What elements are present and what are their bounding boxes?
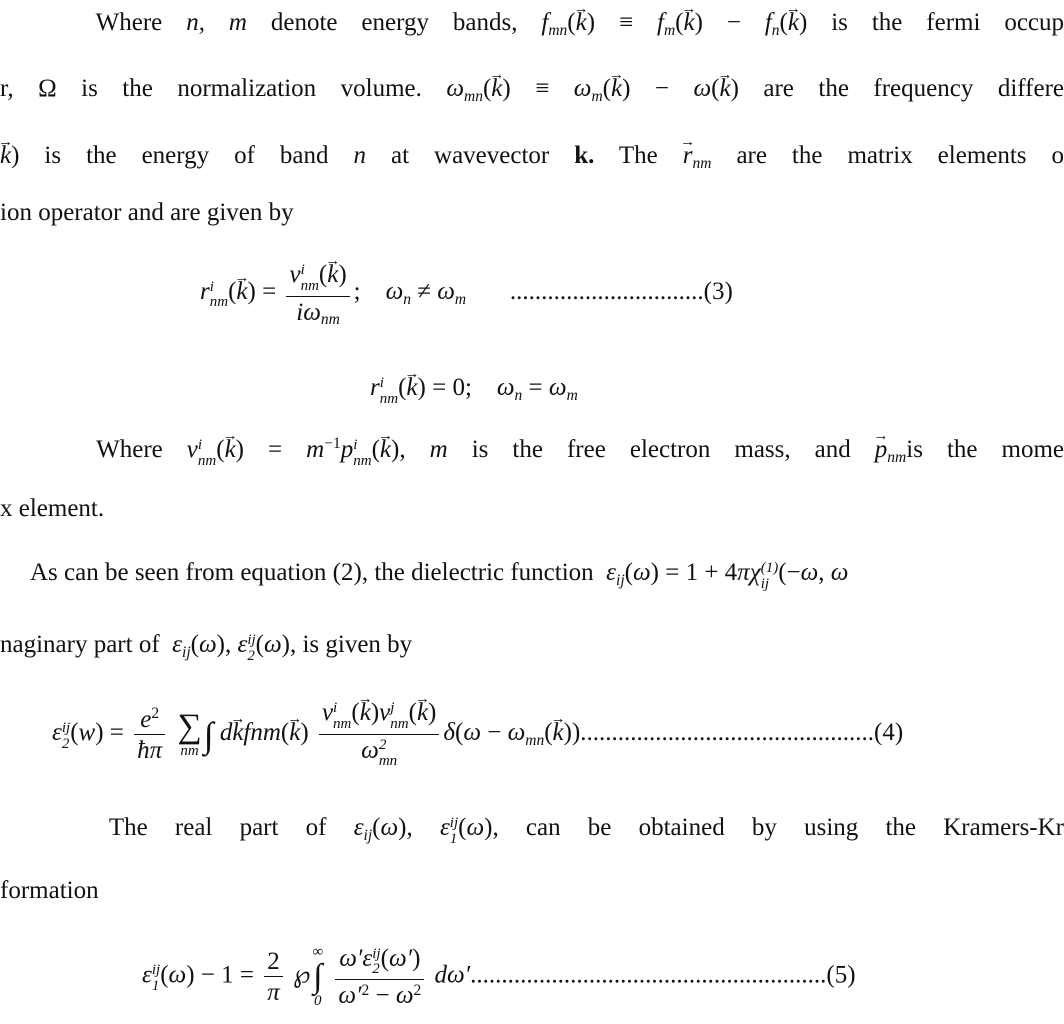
text-line-10: formation [0, 877, 99, 904]
equation-3b: r i nm (→ k) = 0; $\omega_n = \omega_m$ [370, 375, 578, 407]
fraction: $\frac{e^2}{ħ\pi}$ [134, 707, 165, 763]
equation-5: ε ij 1 (ω) − 1 = $\frac{2}{\pi}$ ℘ ∞ ∫ 0 ω′ε ij 2 (ω′) $\omega'^2 - \omega^2$ dω′.........................................................(5) [142, 944, 856, 1010]
text-line-8: naginary part of $\varepsilon_{ij}(\omega)$, ε ij 2 (ω), is given by [0, 631, 413, 664]
text-line-1: Where n, m denote energy bands, $f_{mn}(\to k) \equiv f_m(\to k) - f_n(\to k)$ is the fermi occup [0, 10, 1064, 35]
sum-symbol: ∑ nm [177, 708, 202, 759]
fraction: $\frac{2}{\pi}$ [264, 949, 283, 1005]
text-line-6: x element. [0, 495, 105, 522]
equation-3: r i nm (→ k) = v i nm (→ k) $i\omega_{nm}$ ; $\omega_n \ne \omega_m$ ...............................(3) [200, 262, 733, 325]
text-line-7: As can be seen from equation (2), the dielectric function $\varepsilon_{ij}(\omega) = 1 + 4\pi\chi$ (1) ij (−ω, ω [30, 559, 849, 592]
text-line-3: → k) is the energy of band n at wavevector k. The → $r_{nm}$ are the matrix elements o [0, 143, 1064, 168]
text-line-9: The real part of $\varepsilon_{ij}(\omega)$, ε ij 1 (ω), can be obtained by using the Kramers-Kr [108, 814, 1064, 847]
fraction: ω′ε ij 2 (ω′) $\omega'^2 - \omega^2$ [335, 946, 424, 1009]
text-line-5: Where v i nm (→ $k) = m^{-1}p$ i nm (→ k), m is the free electron mass, and → $p_{nm}is$ the mome [0, 437, 1064, 469]
text-line-4: ion operator and are given by [0, 199, 294, 226]
text-line-2: r, Ω is the normalization volume. $\omega_{mn}(\to k) \equiv \omega_m(\to k) - \omega(\to k)$ are the frequency differe [0, 76, 1064, 101]
fraction: v i nm (→ k) $i\omega_{nm}$ [286, 262, 349, 325]
fraction: v i nm (→ k)v j nm (→ k) ω 2 mn [319, 700, 439, 769]
integral-symbol: ∞ ∫ 0 [312, 944, 324, 1009]
equation-4: ε ij 2 (w) = $\frac{e^2}{ħ\pi}$ ∑ nm ∫ d→ kfnm(→ k) v i nm (→ k)v j nm (→ k) ω 2 mn $\delta(\omega - \omega_{mn}(\to k))...............................................(4)$ [52, 700, 903, 769]
